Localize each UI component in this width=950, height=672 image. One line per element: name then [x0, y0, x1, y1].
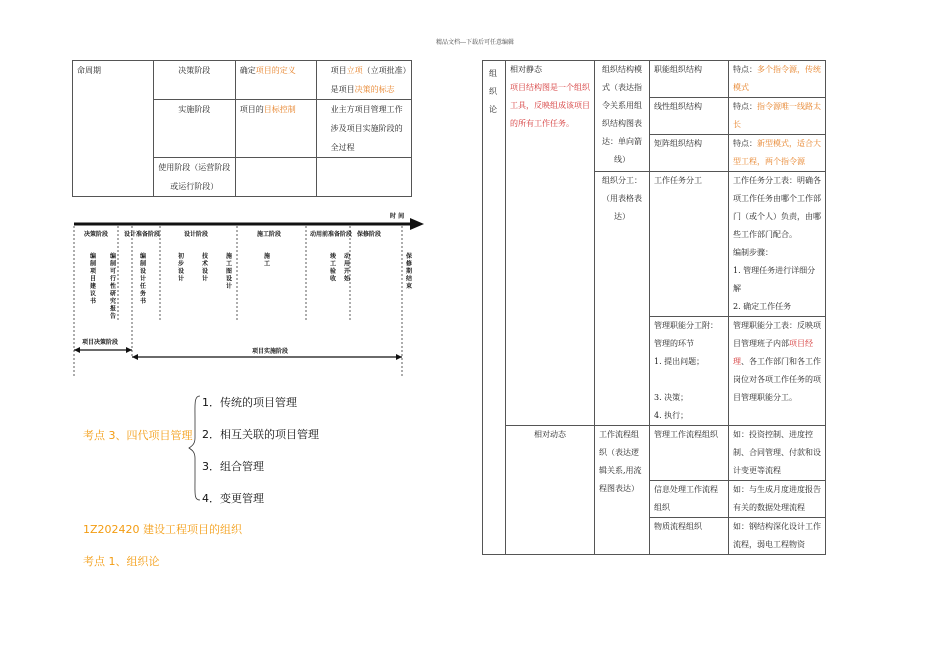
phase-label: 设计准备阶段 — [124, 231, 161, 238]
timeline-item: 编制可行性研究报告 — [110, 253, 117, 320]
timeline-item: 竣工验收 — [330, 253, 337, 283]
table-row — [483, 61, 826, 98]
flow-desc: 如：钢结构深化设计工作流程，弱电工程物资 — [729, 518, 826, 555]
task-division: 工作任务分工 — [650, 172, 729, 317]
structure-feature: 特点：多个指令源，传统模式 — [729, 61, 826, 98]
implement-desc: 项目的目标控制 — [235, 100, 316, 158]
phase-label: 决策阶段 — [84, 231, 109, 238]
timeline-item: 动用开始 — [344, 253, 351, 283]
timeline-item: 编制项目建议书 — [90, 253, 97, 305]
use-desc — [235, 158, 316, 197]
mgmt-step: 1. 提出问题； — [654, 357, 705, 366]
time-arrow-icon — [410, 218, 424, 230]
flow-name: 物质流程组织 — [650, 518, 729, 555]
org-theory-label: 组织论 — [483, 61, 506, 555]
generation-item: 4．变更管理 — [202, 492, 264, 505]
flow-desc: 如：投资控制、进度控制、合同管理、付款和设计变更等流程 — [729, 426, 826, 481]
phase-label: 设计阶段 — [184, 231, 209, 238]
org-theory-table — [482, 60, 826, 555]
timeline-item: 施工图设计 — [226, 253, 233, 290]
dynamic-label: 相对动态 — [506, 426, 595, 555]
static-label: 相对静态 — [510, 65, 542, 74]
flow-desc: 如：与生成月度进度报告有关的数据处理流程 — [729, 481, 826, 518]
header-note: 精品文档---下载后可任意编辑 — [435, 39, 515, 46]
table-row — [483, 426, 826, 481]
structure-name: 矩阵组织结构 — [650, 135, 729, 172]
timeline-item: 技术设计 — [202, 253, 209, 283]
mgmt-desc: 管理职能分工表：反映项目管理班子内部项目经理、各工作部门和各工作岗位对各项工作任务的项目管理职能分工。 — [729, 317, 826, 426]
time-label: 时 间 — [390, 213, 405, 220]
phase-label: 保修阶段 — [357, 231, 382, 238]
timeline-item: 编制设计任务书 — [140, 253, 147, 305]
mgmt-step: 4. 执行； — [654, 411, 689, 420]
point-title: 考点 1、组织论 — [83, 555, 160, 568]
implement-right: 业主方项目管理工作涉及项目实施阶段的全过程 — [316, 100, 411, 158]
stage-use: 使用阶段（运营阶段或运行阶段） — [153, 158, 235, 197]
flow-name: 信息处理工作流程组织 — [650, 481, 729, 518]
stage-decision: 决策阶段 — [153, 61, 235, 100]
section-title: 1Z202420 建设工程项目的组织 — [83, 523, 243, 536]
timeline-item: 施工 — [264, 253, 271, 268]
structure-feature: 特点：指令源唯一线路太长 — [729, 98, 826, 135]
table-row — [73, 61, 412, 100]
span-implement: 项目实施阶段 — [252, 348, 289, 355]
use-right — [316, 158, 411, 197]
structure-name: 线性组织结构 — [650, 98, 729, 135]
static-cell — [506, 61, 595, 426]
structure-name: 职能组织结构 — [650, 61, 729, 98]
generation-item: 3．组合管理 — [202, 460, 264, 473]
phase-label: 施工阶段 — [257, 231, 282, 238]
mgmt-division: 管理职能分工附：管理的环节 — [654, 321, 718, 348]
task-desc: 工作任务分工表：明确各项工作任务由哪个工作部门（或个人）负责，由哪些工作部门配合。 — [733, 176, 821, 239]
generation-item: 1．传统的项目管理 — [202, 396, 297, 409]
span-decision: 项目决策阶段 — [82, 339, 119, 346]
generation-item: 2．相互关联的项目管理 — [202, 428, 319, 441]
task-desc-cell — [729, 172, 826, 317]
step-item: 1. 管理任务进行详细分解 — [733, 266, 816, 293]
flow-name: 管理工作流程组织 — [650, 426, 729, 481]
stage-implement: 实施阶段 — [153, 100, 235, 158]
phase-label: 动用前准备阶段 — [310, 231, 353, 238]
lifecycle-label: 命周期 — [73, 61, 154, 197]
brace-icon — [188, 394, 202, 502]
generations-label: 考点 3、四代项目管理 — [83, 429, 193, 442]
structure-mode: 组织结构模式（表达指令关系用组织结构图表达：单向箭线） — [595, 61, 650, 172]
division-cell: 组织分工：（用表格表达） — [595, 172, 650, 426]
static-desc: 项目结构图是一个组织工具，反映组成该项目的所有工作任务。 — [510, 83, 590, 128]
decision-desc: 确定项目的定义 — [235, 61, 316, 100]
lifecycle-table — [72, 60, 412, 197]
structure-feature: 特点：新型模式，适合大型工程，两个指令源 — [729, 135, 826, 172]
step-item: 2. 确定工作任务 — [733, 302, 792, 311]
mgmt-division-cell — [650, 317, 729, 426]
timeline-item: 保修期结束 — [406, 253, 413, 290]
project-timeline-diagram — [72, 212, 432, 382]
flow-mode: 工作流程组织（表达逻辑关系,用流程图表达） — [595, 426, 650, 555]
mgmt-step: 3. 决策； — [654, 393, 689, 402]
decision-right: 项目立项（立项批准）是项目决策的标志 — [316, 61, 411, 100]
steps-title: 编制步骤： — [733, 248, 773, 257]
timeline-item: 初步设计 — [178, 253, 185, 283]
